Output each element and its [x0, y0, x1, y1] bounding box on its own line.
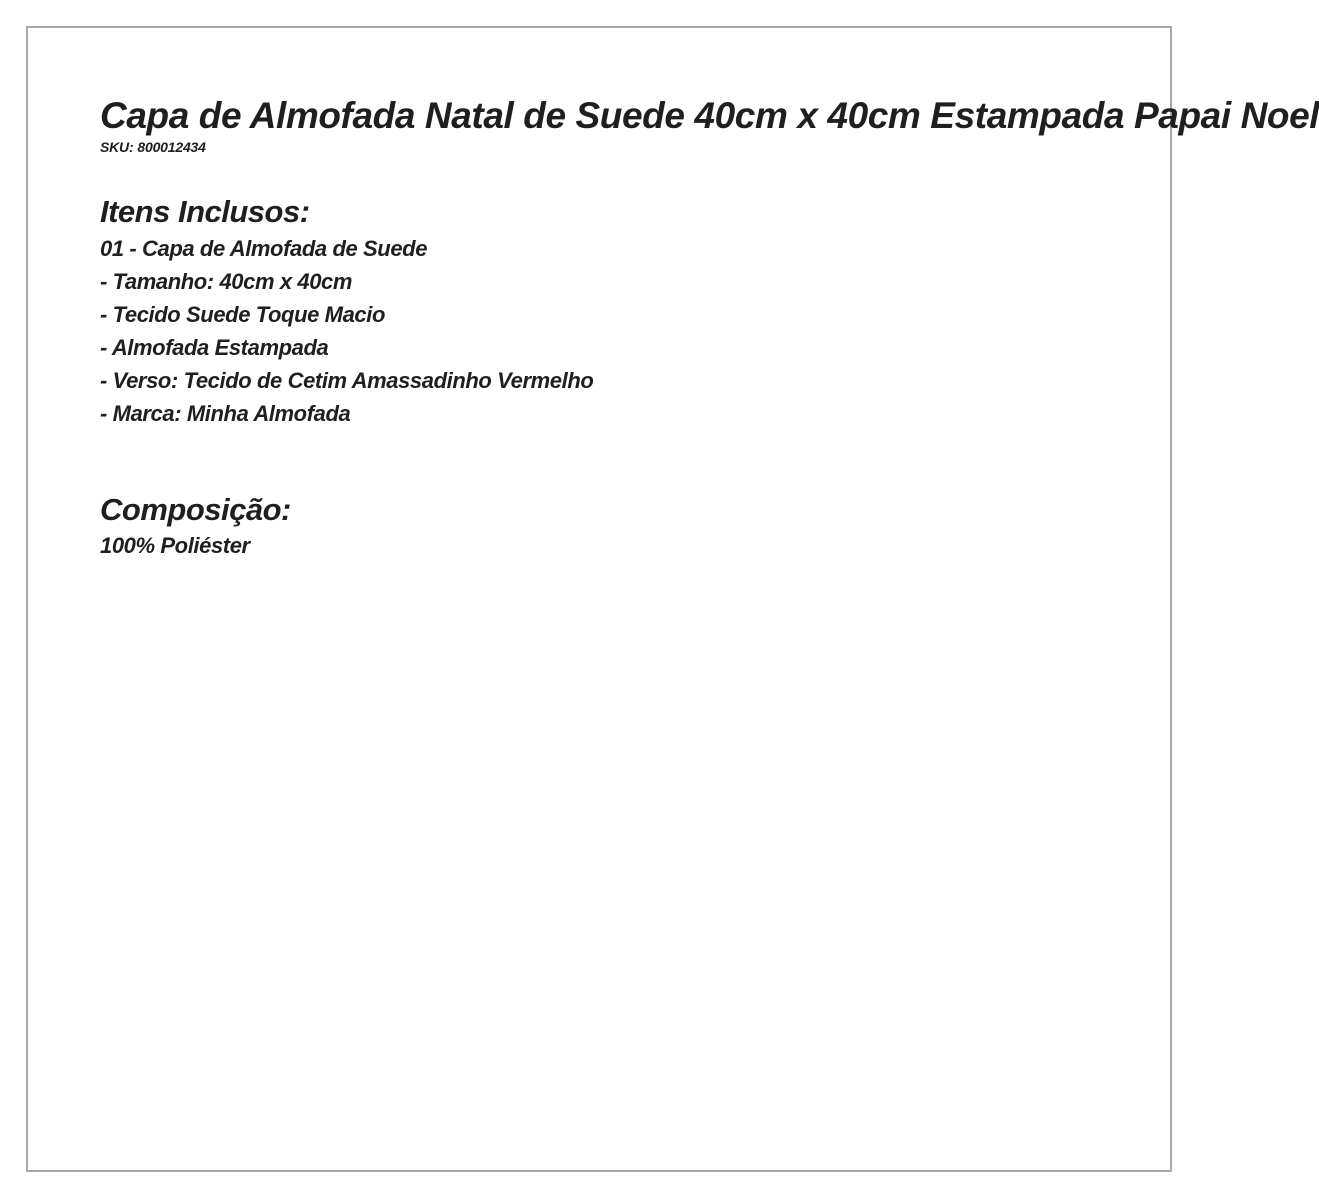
included-items-list — [100, 232, 1300, 430]
list-item: - Tecido Suede Toque Macio — [100, 302, 385, 327]
list-item: - Marca: Minha Almofada — [100, 401, 351, 426]
included-items-heading: Itens Inclusos: — [100, 194, 310, 229]
sku-value: 800012434 — [137, 139, 206, 155]
product-description-frame — [26, 26, 1319, 1172]
sku-label: SKU: — [100, 139, 134, 155]
product-title: Capa de Almofada Natal de Suede 40cm x 40cm Estampada Papai Noel — [100, 95, 1319, 136]
list-item: - Tamanho: 40cm x 40cm — [100, 269, 353, 294]
list-item: - Almofada Estampada — [100, 335, 329, 360]
product-description-content — [100, 94, 1319, 563]
list-item: 01 - Capa de Almofada de Suede — [100, 236, 428, 261]
composition-heading: Composição: — [100, 492, 291, 527]
composition-value: 100% Poliéster — [100, 533, 250, 558]
sku-line — [100, 138, 1300, 156]
list-item: - Verso: Tecido de Cetim Amassadinho Vermelho — [100, 368, 594, 393]
